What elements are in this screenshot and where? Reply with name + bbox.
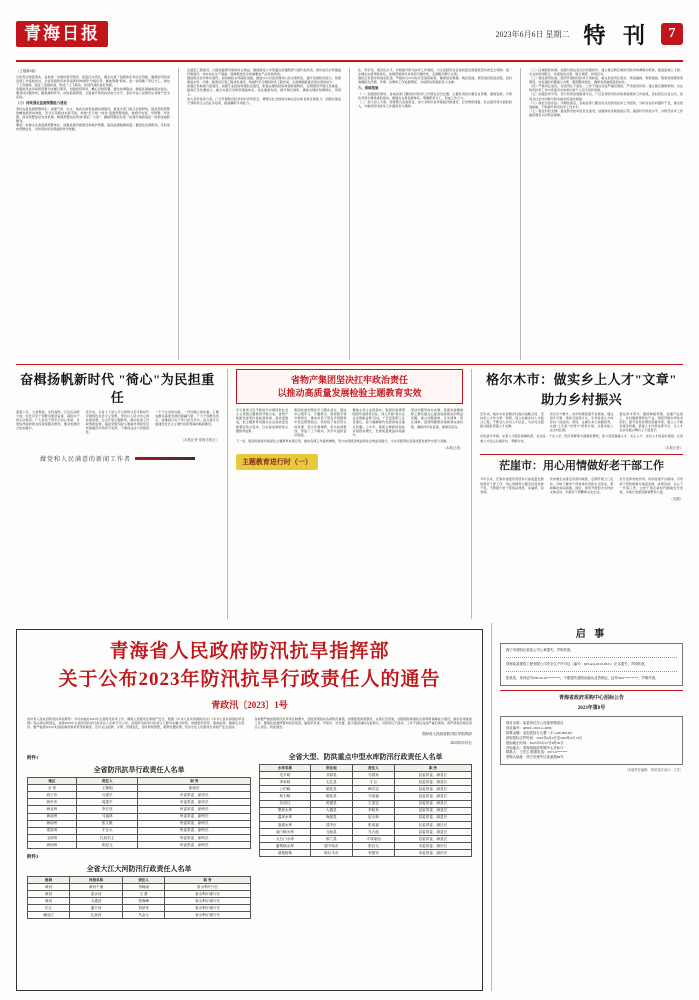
page-footer-note: （本版责任编辑：李明 版式设计：王芳）	[624, 768, 683, 773]
table-row	[28, 792, 251, 799]
bid-line: 获取招标文件时间：2023年6月6日至2023年6月13日	[505, 735, 583, 740]
item-divider	[506, 657, 677, 658]
table-cell: 县委常委、副县长	[394, 835, 471, 842]
table-cell: 县委常委、副县长	[394, 793, 471, 800]
table-cell: 蓄集峡水库	[260, 842, 311, 849]
bid-line: 开标地点：青海省政府采购中心开标厅	[505, 745, 564, 750]
paragraph: （六）做好总结评估。汛期结束后，各地各部门要及时总结防汛抗旱工作经验，分析存在的问题和不足，提出改进措施，不断提升防汛抗旱工作水平。	[529, 100, 683, 109]
article-body	[16, 410, 219, 434]
paragraph: 优化留才环境。完善人才服务保障政策，在住房、子女入学、医疗保障等方面提供便利，着力营造尊重人才、关心人才、支持人才的良好氛围，让各类人才安心扎根乡村、奉献乡村。	[480, 434, 684, 443]
section-divider	[16, 364, 683, 365]
attachment-3-title: 全省大型、防洪重点中型水库防汛行政责任人名单	[288, 753, 443, 762]
table-cell: 县委常委、副县长	[394, 814, 471, 821]
table-row	[28, 905, 251, 912]
table-cell: 李宏亮	[76, 806, 138, 813]
table-row	[260, 814, 472, 821]
table-row	[28, 834, 251, 841]
attachment-1-label: 附件1	[27, 755, 39, 761]
table-cell: 李晓南	[123, 883, 165, 890]
table-cell: 那棱格勒	[260, 850, 311, 857]
table-cell: 才项南加	[352, 835, 394, 842]
paragraph: （三）强化督导检查。组织开展防汛抗旱专项检查，重点检查责任落实、预案编制、物资储备、隐患排查整改等情况，对发现的问题建立台账，限期整改到位，确保各项措施落到实处。	[529, 76, 683, 85]
feature-articles-row	[16, 369, 683, 619]
table-row	[260, 828, 472, 835]
table-cell: 大通县	[310, 807, 352, 814]
byline: （本报记者 青海日报社）	[180, 437, 219, 442]
paragraph: 强化育才用才。围绕种植养殖、农畜产品加工、乡村旅游等特色产业，组织开展实用技术培训，提升农牧民群众致富本领。建立人才联系服务机制，搭建人才作用发挥平台，让人才在乡村振兴舞台上大显身手。	[619, 412, 683, 433]
table-cell: 通天河	[70, 905, 123, 912]
table-cell: 长江	[28, 905, 70, 912]
table-row	[260, 779, 472, 786]
paragraph: 集团党委把理论学习摆在首位，通过中心组学习、专题研讨、现场教学等多种形式，推动党员干部在学思践悟中坚定理想信念。领导班子成员带头讲党课，带头开展调研，带头检视整改，形成了上下联动、共学共进的良好局面。	[294, 408, 347, 437]
table-cell: 马福林	[76, 813, 138, 820]
pen-icon	[135, 457, 195, 460]
table-cell: 黄河	[28, 883, 70, 890]
paragraph: 聚焦主责主业抓落实。集团党委紧紧围绕年度经营目标，深入开展"我为企业发展献良策"活动，广泛征集职工意见建议，着力破解制约发展的堵点难点问题。上半年，集团主要经济指标实现稳步增长，发展质量效益持续提升。	[352, 408, 405, 437]
table-header-row	[28, 778, 251, 785]
table-cell: 温泉水库	[260, 814, 311, 821]
paragraph: 各地要严格按照防汛抗旱责任制要求，逐级逐项落实各项防范措施，加强隐患排查整改，完善应急预案，加强抢险救援队伍和物资保障能力建设，做好各项准备工作。要强化监测预警和信息报送，做到早发现、早报告、早处置，最大限度减轻灾害损失。对因责任不落实、工作不到位造成严重后果的，将严肃追究相关责任人责任。特此通告。	[254, 717, 472, 730]
notice-document-number: 青政汛〔2023〕1号	[211, 700, 288, 711]
table-row	[28, 806, 251, 813]
table-cell: 果洛州	[28, 827, 77, 834]
paragraph: （一）加强组织领导。各地各部门要把防汛抗旱工作摆在突出位置，主要负责同志要亲自部署、靠前指挥，分管负责同志要具体抓落实。要健全完善指挥体系，明确职责分工，形成工作合力。	[358, 91, 512, 100]
article-headline-line2: 以推动高质量发展检验主题教育实效	[277, 387, 422, 398]
paragraph: （四）严格责任追究。对因责任不落实、工作不到位造成严重后果的，严肃追责问责。建立健全激励机制，对在防汛抗旱工作中表现突出的单位和个人给予表彰奖励。	[529, 84, 683, 93]
campaign-stamp: 主题教育进行时（一）	[236, 454, 318, 470]
subsection-heading: （三）持续强化监测预警能力建设	[16, 101, 67, 106]
table-cell: 海晏县	[310, 814, 352, 821]
table-row	[28, 820, 251, 827]
table-cell: 循化县	[310, 793, 352, 800]
paragraph: 近年来，格尔木市着眼乡村振兴战略全局，坚持把人才作为第一资源，深入实施乡村人才振兴工程，不断壮大乡村人才队伍，为乡村全面振兴提供坚强人才支撑。	[480, 412, 544, 429]
column-header: 河流名称	[70, 876, 123, 883]
notice-signer-date: 2023年5月5日	[450, 740, 472, 745]
table-cell: 州委常委、副州长	[138, 827, 251, 834]
column-divider	[520, 68, 521, 360]
column-header: 责任人	[76, 778, 138, 785]
attachment-1-table	[27, 777, 251, 849]
page-number-badge: 7	[661, 23, 683, 45]
table-row	[28, 891, 251, 898]
bid-line: 项目名称：某某单位办公设备采购项目	[505, 720, 564, 725]
column-header: 职 务	[138, 778, 251, 785]
column-divider	[471, 369, 472, 619]
paragraph: 各级防汛抗旱指挥部要切实履行职责，加强组织领导，精心安排部署，强化协调联动，确保各项措施落实到位。要坚持问题导向，聚焦薄弱环节，补短板强弱项，全面提升防汛抗旱能力水平，坚决守住人民群众生命财产安全底线。	[16, 87, 170, 100]
paragraph: 学习贯彻习近平新时代中国特色社会主义思想主题教育开展以来，省物产集团党委坚持高标准谋划、高质量推进，把主题教育同推动企业高质量发展紧密结合起来，以实际成效检验主题教育成果。	[235, 408, 289, 433]
attachment-2-table	[27, 876, 251, 919]
attachment-1-2-column	[27, 750, 251, 919]
byline: （本报记者）	[442, 445, 464, 450]
table-cell: 韩学忠	[352, 786, 394, 793]
list-item: 青海某某建筑工程有限公司安全生产许可证（编号：QH-AQ-2019-0321）正本遗失，声明作废。	[505, 661, 648, 666]
table-cell: 省水利厅厅长	[165, 883, 251, 890]
paragraph: 充分发挥余热作用。该市搭建平台载体，引导老干部积极参与基层治理、政策宣讲、关心下一代等工作，让老干部在新时代继续发光发热，为地方发展贡献智慧和力量。	[619, 477, 683, 494]
table-cell: 李家峡	[260, 779, 311, 786]
table-cell: 扎西东主	[76, 834, 138, 841]
table-cell: 马金元	[123, 912, 165, 919]
bid-line: 项目编号：QHZC-2023-G-0086	[505, 725, 552, 730]
paragraph: 坚持完善监测预警体系。加强气象、水文、地质灾害等监测站网建设，推进多部门联合会商研判，提高预报预警的精准度和时效性。充分运用新技术新手段，构建"空天地一体化"监测预警网络，做到早发现、早预警、早处置。深化预警信息发布机制，畅通预警信息传递"最后一公里"，确保预警信息第一时间传递到基层一线和受威胁群众。	[16, 106, 170, 124]
table-cell: 扎曲河	[70, 912, 123, 919]
paragraph: （二）区域联防协调。加强与周边省区的沟通协作，建立健全跨区域防汛抗旱协调联动机制，推进流域上下游、左右岸协同配合，实现信息共享、联合调度、协同应对。	[529, 68, 683, 77]
feature-article-center	[236, 369, 463, 619]
table-cell: 县委常委、副县长	[394, 800, 471, 807]
table-cell: 尖扎县	[310, 779, 352, 786]
bid-line: 联系人：王先生 联系电话：0971-6******	[505, 750, 568, 755]
paragraph: 一个个生动的实践，一件件暖心的实事，汇聚成推动高原发展的磅礴力量。广大干部群众表示，将继续以实干笃行担当作为，奋力谱写全面建设社会主义现代化新青海的崭新篇章。	[155, 410, 219, 427]
article-body	[480, 412, 683, 432]
column-divider	[227, 369, 228, 619]
paragraph: 各市州人民政府防汛抗旱指挥部：为切实做好2023年全省防汛抗旱工作，确保人民群众生命财产安全，根据《中华人民共和国防洪法》《中华人民共和国抗旱条例》等法律法规规定，现将2023年全省防汛抗旱行政责任人名单予以公布。各级防汛抗旱行政责任人要切实履行职责，加强组织领导，靠前指挥，确保安全度汛。要严格落实24小时值班制度和领导带班制度，密切关注雨情、水情、汛情变化，及时研判预警，果断处置险情，坚决守住人民群众生命财产安全底线。	[27, 717, 245, 730]
table-cell: 石建平	[76, 792, 138, 799]
table-cell: 黄河干流	[70, 883, 123, 890]
article-headline-line2: 助力乡村振兴	[541, 391, 623, 407]
column-header: 水库名称	[260, 765, 311, 772]
paragraph: （七）强化科技支撑。推进防汛抗旱信息化建设，加强新技术新装备应用，提高科学防控水平，为防汛抗旱工作提供强有力的科技保障。	[529, 108, 683, 117]
masthead-center	[108, 19, 661, 50]
list-item: 张某某，身份证号63010219********，不慎遗失道路运输从业资格证，证号6301********，声明作废。	[505, 675, 659, 680]
column-header: 流域	[28, 876, 70, 883]
table-cell: 海北州	[28, 806, 77, 813]
bid-details	[500, 716, 683, 766]
attachment-2-label: 附件2	[27, 853, 39, 859]
table-cell: 赵永新	[352, 814, 394, 821]
table-cell: 县委常委、副县长	[394, 779, 471, 786]
paragraph: 下一步，集团党委将持续深化主题教育成果运用，推动各项工作提质增效，努力实现经济效益和社会效益双提升，为全省经济社会高质量发展作出更大贡献。	[235, 438, 450, 443]
table-cell: 周建平	[76, 799, 138, 806]
table-cell: 南门峡水库	[260, 828, 311, 835]
table-row	[260, 800, 472, 807]
byline: （吴娟）	[669, 496, 684, 501]
paragraph-group-4	[411, 408, 463, 437]
table-row	[260, 835, 472, 842]
table-cell: 马成福	[352, 793, 394, 800]
table-cell: 张纪元	[76, 841, 138, 848]
bid-line: 预算金额：壹佰贰拾万元整（￥1,200,000.00）	[505, 730, 575, 735]
press-emblem	[16, 448, 219, 470]
top-column-2	[187, 68, 341, 360]
list-item: 西宁市城西区某某公司公章遗失，声明作废。	[505, 648, 574, 652]
table-cell: 公伯峡	[260, 786, 311, 793]
paragraph: 行政责任制度落实，各地进一步强化组织领导，层层压实责任，健全完善了指挥体系和运行机制，确保防汛抗旱各项工作落到实处。全省各级防汛抗旱指挥机构按照"分级负责、属地管理"原则，进一步明确了责任分工，细化了工作措施，强化了监督检查，形成了上下联动、协同作战的良好局面。	[16, 75, 170, 88]
column-header: 职 务	[394, 765, 471, 772]
table-cell: 王黎明	[76, 785, 138, 792]
masthead	[16, 14, 683, 62]
page-title: 特 刊	[583, 22, 651, 48]
table-cell: 龙羊峡	[260, 772, 311, 779]
table-cell: 黄河	[28, 891, 70, 898]
article-headline: 茫崖市：用心用情做好老干部工作	[499, 459, 665, 472]
table-cell: 澜沧江	[28, 912, 70, 919]
table-header-row	[260, 765, 472, 772]
paragraph: 近年来，全省上下深入学习贯彻习近平新时代中国特色社会主义思想，坚持以人民为中心的发展思想，扎实开展主题教育，推动各项工作取得新成效。基层党组织战斗堡垒作用和党员先锋模范作用充分发挥，干事创业活力竞相迸发。	[85, 410, 150, 435]
table-cell: 大石门水库	[260, 835, 311, 842]
table-cell: 循化县	[310, 786, 352, 793]
notice-signer-org: 青海省人民政府防汛抗旱指挥部	[421, 732, 472, 737]
table-row	[28, 799, 251, 806]
paragraph: 坚持问题导向办实事。集团党委聚焦职工群众最关心最直接最现实的利益问题，建立问题清单、任务清单、责任清单，逐项明确整改措施和完成时限，确保件件有着落、事事有回音。	[410, 408, 464, 429]
table-cell: 市委常委、副市长	[138, 799, 251, 806]
table-cell: 省水利厅副厅长	[165, 905, 251, 912]
column-header: 责任人	[352, 765, 394, 772]
top-column-1	[16, 68, 170, 360]
paragraph: 化、科学化、规范化水平，持续提升防汛抗旱工作效能，为全省经济社会高质量发展提供坚实的安全保障。进一步健全完善预案体系，加强预案的针对性和可操作性，定期组织修订完善。	[358, 68, 512, 77]
table-row	[28, 785, 251, 792]
table-cell: 西宁市	[28, 792, 77, 799]
table-cell: 黄河	[28, 898, 70, 905]
table-cell: 李国安	[352, 850, 394, 857]
notice-title-line2: 关于公布2023年防汛抗旱行政责任人的通告	[58, 668, 441, 690]
attachment-2-title: 全省大江大河防汛行政责任人名单	[86, 864, 192, 873]
table-cell: 市委常委、副市长	[394, 842, 471, 849]
table-cell: 盘道水库	[260, 821, 311, 828]
table-cell: 区委常委、副区长	[394, 821, 471, 828]
table-row	[260, 772, 472, 779]
table-cell: 才 让	[352, 779, 394, 786]
bid-title: 青海省政府采购中心招标公告	[558, 695, 624, 701]
table-row	[28, 898, 251, 905]
table-cell: 德令哈市	[310, 842, 352, 849]
table-cell: 拉西瓦	[260, 800, 311, 807]
subsection-heading: 六、保障措施	[358, 86, 379, 91]
table-cell: 张启元	[352, 842, 394, 849]
bid-line: 投标截止时间：2023年6月27日9时30分	[505, 740, 564, 745]
table-cell: 县委常委、副县长	[394, 828, 471, 835]
column-header: 责任人	[123, 876, 165, 883]
table-cell: 积石峡	[260, 793, 311, 800]
table-cell: 湟中区	[310, 821, 352, 828]
table-cell: 州委常委、副州长	[138, 806, 251, 813]
table-row	[28, 813, 251, 820]
attachment-1-title: 全省防汛抗旱行政责任人名单	[93, 766, 185, 775]
continued-note: （上接第2版）	[16, 69, 39, 73]
paragraph: 强化应急值守和信息报送。严格执行24小时应急值班制度，确保信息畅通、响应迅速。规范信息报送流程，及时准确报告汛情、旱情、灾情和工作进展情况，为指挥决策提供有力支撑。	[358, 76, 512, 85]
column-divider	[178, 68, 179, 360]
table-row	[260, 786, 472, 793]
table-cell: 市委常委、副市长	[394, 850, 471, 857]
column-header: 职 务	[165, 876, 251, 883]
top-column-3	[358, 68, 512, 360]
table-cell: 副省长	[138, 785, 251, 792]
paragraph: 要进一步健全完善监测预警体系，加强监测设施建设和维护管理，提高监测数据质量。要强化会商研判，及时发布预警信息，为防汛抗旱决策提供科学依据。	[16, 123, 170, 132]
table-cell: 省水利厅副厅长	[165, 898, 251, 905]
item-divider	[506, 671, 677, 672]
table-cell: 省水利厅副厅长	[165, 891, 251, 898]
byline: （本报记者）	[662, 445, 684, 450]
table-cell: 玉树州	[28, 834, 77, 841]
table-cell: 大通河	[70, 898, 123, 905]
paragraph: 该市健全完善走访慰问制度，定期开展上门走访，详细了解老干部身体状况和生活需求，帮助解决实际困难。同时，组织开展形式多样的文体活动，丰富老干部精神文化生活。	[549, 477, 614, 494]
table-cell: 互助县	[310, 828, 352, 835]
table-row	[260, 793, 472, 800]
table-cell: 马国寿	[352, 772, 394, 779]
paragraph: 边基层工程建设，以提高灌溉设施的综合效益。继续推进大中型灌区续建配套与现代化改造，加快农田水利基础设施建设，夯实农业生产基础，保障粮食安全和重要农产品有效供给。	[187, 68, 341, 77]
section-divider	[480, 454, 683, 455]
paragraph: 突出引才聚才。该市积极搭建平台载体，通过招才引智、柔性引进等方式，引导各类人才向乡村一线流动。同时，注重从本土挖掘培养，实施"土专家""田秀才"培育计划，让更多能人在乡村扎根。	[549, 412, 614, 433]
table-row	[28, 827, 251, 834]
notice-body	[27, 717, 472, 729]
government-notice	[16, 629, 483, 991]
article-body	[480, 477, 683, 493]
paragraph: 加强应急救援力量建设。加强专业抢险救援队伍建设，配备必要的抢险救援装备物资，定期组织开展应急演练，提高应急处置能力。健全完善应急物资储备体系，优化储备布局，提升调运效率，确保关键时刻调得出、用得上。	[187, 84, 341, 97]
table-cell: 全 省	[28, 785, 77, 792]
table-cell: 都兰县	[310, 835, 352, 842]
column-divider	[491, 623, 492, 991]
issue-date: 2023年6月6日 星期二	[495, 29, 570, 39]
paragraph-group-1	[236, 408, 288, 437]
feature-article-right	[480, 369, 683, 619]
table-row	[28, 883, 251, 890]
table-cell: 刘泽军	[123, 905, 165, 912]
column-divider	[349, 68, 350, 360]
bid-line: 采购人地址：西宁市城中区某某路88号	[505, 755, 564, 760]
table-cell: 张文魁	[76, 820, 138, 827]
table-header-row	[28, 876, 251, 883]
table-cell: 李积寿	[352, 807, 394, 814]
paragraph-group-3	[353, 408, 405, 437]
newspaper-logo: 青海日报	[16, 21, 108, 48]
table-cell: 州委常委、副州长	[138, 813, 251, 820]
paragraph: 盛夏六月，大美青海，生机盎然。行走在高原大地，处处可见干部群众团结奋进、真抓实干的生动场景。广大党员干部牢记初心使命，以更加昂扬的姿态投身到服务群众、推动发展的火热实践中。	[16, 410, 80, 431]
table-cell: 共和县	[310, 772, 352, 779]
column-header: 所在地	[310, 765, 352, 772]
table-cell: 黄南州	[28, 813, 77, 820]
top-column-4	[529, 68, 683, 360]
paragraph: 加大宣传培训力度。广泛开展防汛抗旱知识宣传普及，增强全社会的防灾减灾意识和自救互救能力。加强对基层干部和责任人的业务培训，提高履职尽责能力。	[187, 96, 341, 105]
table-cell: 张海峰	[123, 898, 165, 905]
table-row	[260, 821, 472, 828]
table-cell: 贵德县	[310, 800, 352, 807]
emblem-label: 做党和人民满意的新闻工作者	[39, 457, 131, 464]
table-cell: 海南州	[28, 820, 77, 827]
announcement-list	[500, 643, 683, 686]
bid-subtitle: 2023年第8号	[577, 706, 606, 712]
table-row	[28, 912, 251, 919]
table-cell: 州委常委、副州长	[138, 834, 251, 841]
table-cell: 王富忠	[352, 800, 394, 807]
feature-article-left	[16, 369, 219, 619]
table-cell: 省水利厅副厅长	[165, 912, 251, 919]
table-cell: 马占彪	[352, 828, 394, 835]
table-cell: 海东市	[28, 799, 77, 806]
headline-box	[236, 369, 463, 404]
table-cell: 王 勇	[123, 891, 165, 898]
paragraph: （五）加强宣传引导。充分利用各类媒体平台，广泛宣传防汛抗旱政策措施和工作成效，及时回应社会关切，营造全社会共同参与防灾减灾的良好氛围。	[529, 92, 683, 101]
table-cell: 黑泉水库	[260, 807, 311, 814]
section-divider	[500, 690, 683, 691]
table-row	[260, 842, 472, 849]
attachment-3-column	[259, 750, 472, 919]
table-row	[260, 850, 472, 857]
announcements-title: 启 事	[575, 629, 608, 640]
article-headline-line1: 格尔木市：做实乡上人才"文章"	[486, 372, 678, 387]
table-cell: 湟水河	[70, 891, 123, 898]
table-row	[28, 841, 251, 848]
table-cell: 海西州	[28, 841, 77, 848]
table-cell: 张成福	[352, 821, 394, 828]
table-cell: 县委常委、副县长	[394, 786, 471, 793]
notice-title-line1: 青海省人民政府防汛抗旱指挥部	[109, 641, 390, 662]
paragraph: 今年以来，茫崖市委组织部坚持以高质量发展统领老干部工作，用心用情用力服务好离退休干部，不断提升老干部的获得感、幸福感、荣誉感。	[480, 477, 544, 494]
table-cell: 格尔木市	[310, 850, 352, 857]
paragraph-group-2	[294, 408, 346, 437]
attachment-3-table	[259, 764, 472, 857]
announcements-column	[500, 623, 683, 991]
table-cell: 才让太	[76, 827, 138, 834]
table-cell: 州委常委、副州长	[138, 841, 251, 848]
article-headline-line1: 省物产集团坚决扛牢政治责任	[291, 375, 409, 385]
column-header: 地区	[28, 778, 77, 785]
paragraph: 推进防洪抗旱体系建设。加快病险水库除险加固，推进中小河流治理和山洪灾害防治，提升流域防洪能力。统筹推进水库、河道、蓄滞洪区等工程体系建设，构建科学合理的防洪工程布局，全面增强抵御洪涝灾害的能力。	[187, 76, 341, 85]
top-article-columns	[16, 68, 683, 360]
table-cell: 县委常委、副县长	[394, 807, 471, 814]
article-body	[236, 408, 463, 437]
table-cell: 县委常委、副县长	[394, 772, 471, 779]
table-cell: 市委常委、副市长	[138, 792, 251, 799]
table-row	[260, 807, 472, 814]
table-cell: 州委常委、副州长	[138, 820, 251, 827]
article-headline: 奋楫扬帆新时代 "徛心"为民担重任	[20, 372, 215, 405]
paragraph: （二）加大投入力度。统筹整合各类资金，加大对防汛抗旱基础设施建设、应急物资储备、队伍建设等方面的投入，为做好防汛抗旱工作提供有力保障。	[358, 99, 512, 109]
